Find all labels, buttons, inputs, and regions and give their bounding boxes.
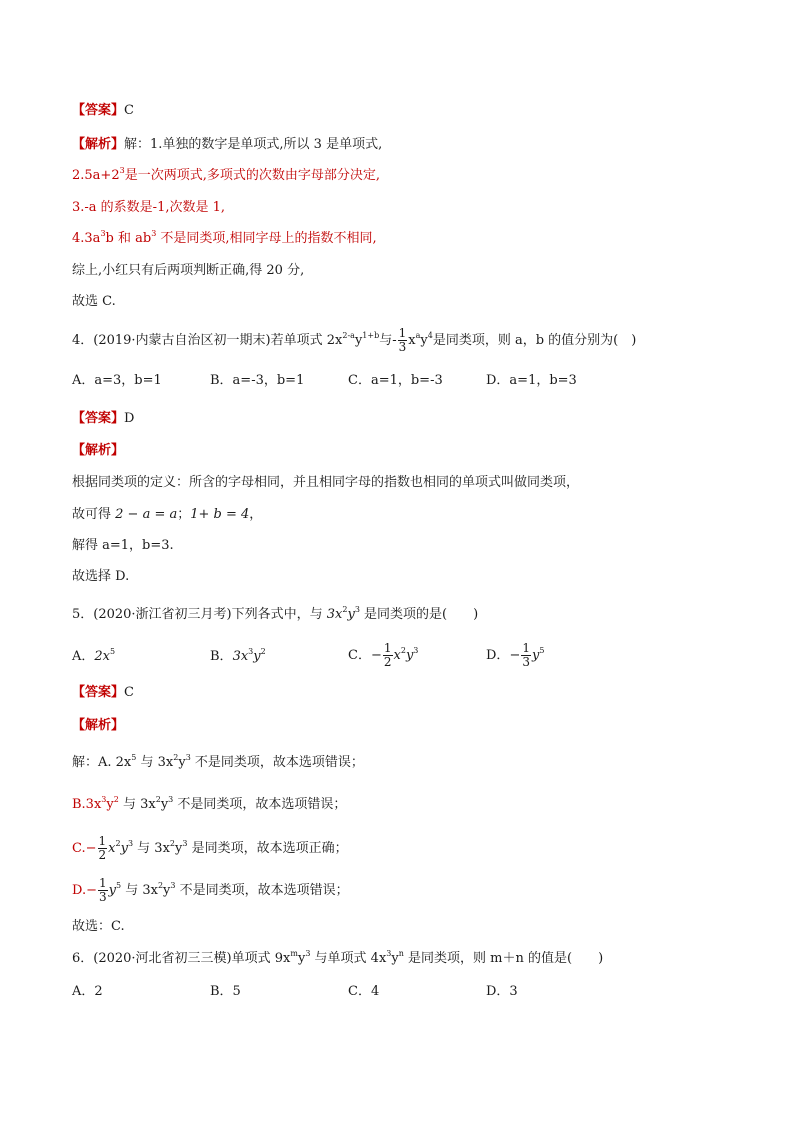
exponent: 3: [100, 229, 106, 238]
q4-option-a: A．a=3，b=1: [72, 373, 162, 388]
text: y: [354, 333, 363, 348]
exponent: 3: [185, 753, 191, 762]
answer-value: D: [124, 411, 135, 426]
q4-stem: [72, 327, 636, 354]
text: 是同类项，则 m＋n 的值是( ): [403, 951, 604, 966]
text: x: [108, 841, 116, 856]
q4-answer: [72, 409, 134, 429]
equation: 1+ b = 4: [190, 507, 250, 522]
q5-analysis-line3: [72, 834, 348, 864]
expression: 2x: [94, 649, 110, 664]
text: 不是同类项,相同字母上的指数不相同,: [156, 231, 377, 246]
text: 不是同类项，故本选项错误；: [190, 755, 364, 770]
option-label: B．: [210, 649, 233, 664]
analysis-label: 【解析】: [72, 443, 125, 458]
text: 4.3a: [72, 231, 101, 246]
exponent: n: [398, 949, 404, 958]
q5-option-c: [348, 641, 418, 671]
analysis-text: 解：1.单独的数字是单项式,所以 3 是单项式,: [124, 137, 383, 152]
q5-analysis-line1: [72, 753, 364, 773]
text: 2.5a+2: [72, 168, 120, 183]
text: y: [391, 951, 399, 966]
option-label: A．: [72, 649, 95, 664]
q6-stem: [72, 949, 603, 969]
q3-analysis-line4: [72, 229, 377, 249]
text: 是同类项的是( ): [359, 607, 479, 622]
text: y: [420, 333, 428, 348]
exponent: 3: [386, 949, 392, 958]
text: y: [163, 883, 171, 898]
text: 不是同类项，故本选项错误；: [175, 883, 349, 898]
exponent: 5: [131, 753, 137, 762]
exponent: 3: [413, 646, 419, 655]
exponent: 2: [113, 795, 119, 804]
exponent: 4: [427, 331, 433, 340]
q4-analysis-line4: 故选择 D.: [72, 569, 130, 584]
equation: 2 − a = a: [115, 507, 178, 522]
expression: y: [531, 648, 540, 663]
text: 与 3x: [118, 797, 156, 812]
fraction: [521, 642, 531, 669]
q4-option-c: C．a=1，b=-3: [348, 373, 443, 388]
q4-analysis-line2: [72, 505, 262, 525]
text: y: [106, 797, 114, 812]
q5-analysis-line4: [72, 876, 349, 906]
q5-option-b: [210, 647, 266, 667]
sign: −: [509, 648, 521, 663]
exponent: 5: [539, 646, 545, 655]
exponent: 2: [169, 839, 176, 848]
expression: 3x: [326, 607, 343, 622]
expression: x: [393, 648, 401, 663]
q3-answer: [72, 101, 134, 121]
exponent: 5: [115, 881, 122, 890]
expression: y: [253, 649, 261, 664]
text: 不是同类项，故本选项错误；: [173, 797, 347, 812]
text: ，: [249, 507, 263, 522]
expression: y: [347, 607, 355, 622]
text: 与 3x: [136, 755, 174, 770]
text: 与 3x: [121, 883, 158, 898]
text: y: [297, 951, 306, 966]
q3-analysis-line1: [72, 135, 382, 155]
q4-analysis-line3: 解得 a=1，b=3.: [72, 538, 174, 553]
denominator: 3: [98, 890, 107, 904]
q5-analysis-line2: [72, 795, 346, 815]
exponent: 3: [127, 839, 134, 848]
expression: y: [405, 648, 414, 663]
exponent: 2: [173, 753, 179, 762]
denominator: 2: [98, 848, 107, 862]
text: y: [175, 841, 183, 856]
answer-value: C: [124, 103, 134, 118]
q4-option-b: B．a=-3，b=1: [210, 373, 305, 388]
exponent: 3: [168, 795, 174, 804]
q4-analysis-label: [72, 441, 124, 461]
numerator: 1: [383, 641, 392, 655]
exponent: 3: [182, 839, 188, 848]
text: 与-: [379, 333, 397, 348]
text: y: [160, 797, 169, 812]
fraction: [98, 835, 108, 862]
text: D.−: [72, 883, 97, 898]
text: y: [178, 755, 186, 770]
answer-value: C: [124, 685, 134, 700]
exponent: 2-a: [342, 331, 355, 340]
q6-option-d: D．3: [486, 984, 518, 999]
q4-option-d: D．a=1，b=3: [486, 373, 577, 388]
analysis-label: 【解析】: [72, 137, 125, 152]
q3-analysis-line2: [72, 166, 380, 186]
q4-analysis-line1: 根据同类项的定义：所含的字母相同，并且相同字母的指数也相同的单项式叫做同类项，: [72, 475, 580, 490]
text: 与 3x: [133, 841, 170, 856]
fraction: [398, 327, 408, 354]
option-label: C．: [348, 648, 371, 663]
denominator: 2: [383, 655, 392, 669]
q3-analysis-line3: 3.-a 的系数是-1,次数是 1,: [72, 200, 226, 215]
answer-label: 【答案】: [72, 685, 125, 700]
text: 是同类项，故本选项正确；: [187, 841, 348, 856]
q6-option-a: A．2: [72, 984, 103, 999]
fraction: [98, 877, 108, 904]
fraction: [383, 642, 393, 669]
sign: −: [370, 648, 382, 663]
exponent: m: [290, 949, 298, 958]
expression: 3x: [232, 649, 249, 664]
exponent: 1+b: [362, 331, 380, 340]
denominator: 3: [398, 340, 407, 354]
numerator: 1: [98, 834, 107, 848]
exponent: 2: [157, 881, 164, 890]
exponent: 2: [260, 647, 266, 656]
text: 是一次两项式,多项式的次数由字母部分决定,: [124, 168, 380, 183]
text: 6．(2020·河北省初三三模)单项式 9x: [72, 951, 291, 966]
numerator: 1: [398, 326, 407, 340]
q5-answer: [72, 683, 134, 703]
exponent: 3: [101, 795, 107, 804]
text: B.3x: [72, 797, 102, 812]
text: 5．(2020·浙江省初三月考)下列各式中，与: [72, 607, 327, 622]
exponent: 3: [151, 229, 157, 238]
numerator: 1: [98, 876, 107, 890]
exponent: 3: [119, 166, 125, 175]
denominator: 3: [522, 655, 530, 669]
text: 故可得: [72, 507, 116, 522]
q5-option-a: [72, 647, 115, 667]
text: y: [120, 841, 128, 856]
exponent: 3: [170, 881, 176, 890]
q6-option-b: B．5: [210, 984, 241, 999]
text: 4．(2019·内蒙古自治区初一期末)若单项式 2x: [72, 333, 343, 348]
numerator: 1: [522, 641, 530, 655]
text: C.−: [72, 841, 97, 856]
q5-option-d: [486, 641, 544, 671]
q5-stem: [72, 605, 478, 625]
exponent: 2: [155, 795, 161, 804]
text: ；: [177, 507, 191, 522]
q5-analysis-label: [72, 716, 124, 736]
exponent: 2: [342, 605, 348, 614]
text: 与单项式 4x: [310, 951, 387, 966]
exponent: 3: [305, 949, 311, 958]
text: 解：A. 2x: [72, 755, 132, 770]
analysis-label: 【解析】: [72, 718, 125, 733]
option-label: D．: [486, 648, 510, 663]
exponent: 3: [354, 605, 360, 614]
q5-conclusion: 故选：C.: [72, 919, 125, 934]
q6-option-c: C．4: [348, 984, 380, 999]
answer-label: 【答案】: [72, 411, 125, 426]
answer-label: 【答案】: [72, 103, 125, 118]
exponent: 3: [248, 647, 254, 656]
text: b 和 ab: [105, 231, 152, 246]
text: x: [408, 333, 416, 348]
exponent: 5: [110, 647, 116, 656]
q3-analysis-line6: 故选 C.: [72, 294, 116, 309]
text: 是同类项，则 a，b 的值分别为( ): [432, 333, 637, 348]
text: y: [108, 883, 116, 898]
exponent: 2: [115, 839, 121, 848]
q3-analysis-line5: 综上,小红只有后两项判断正确,得 20 分,: [72, 263, 305, 278]
exponent: a: [415, 331, 421, 340]
exponent: 2: [400, 646, 406, 655]
